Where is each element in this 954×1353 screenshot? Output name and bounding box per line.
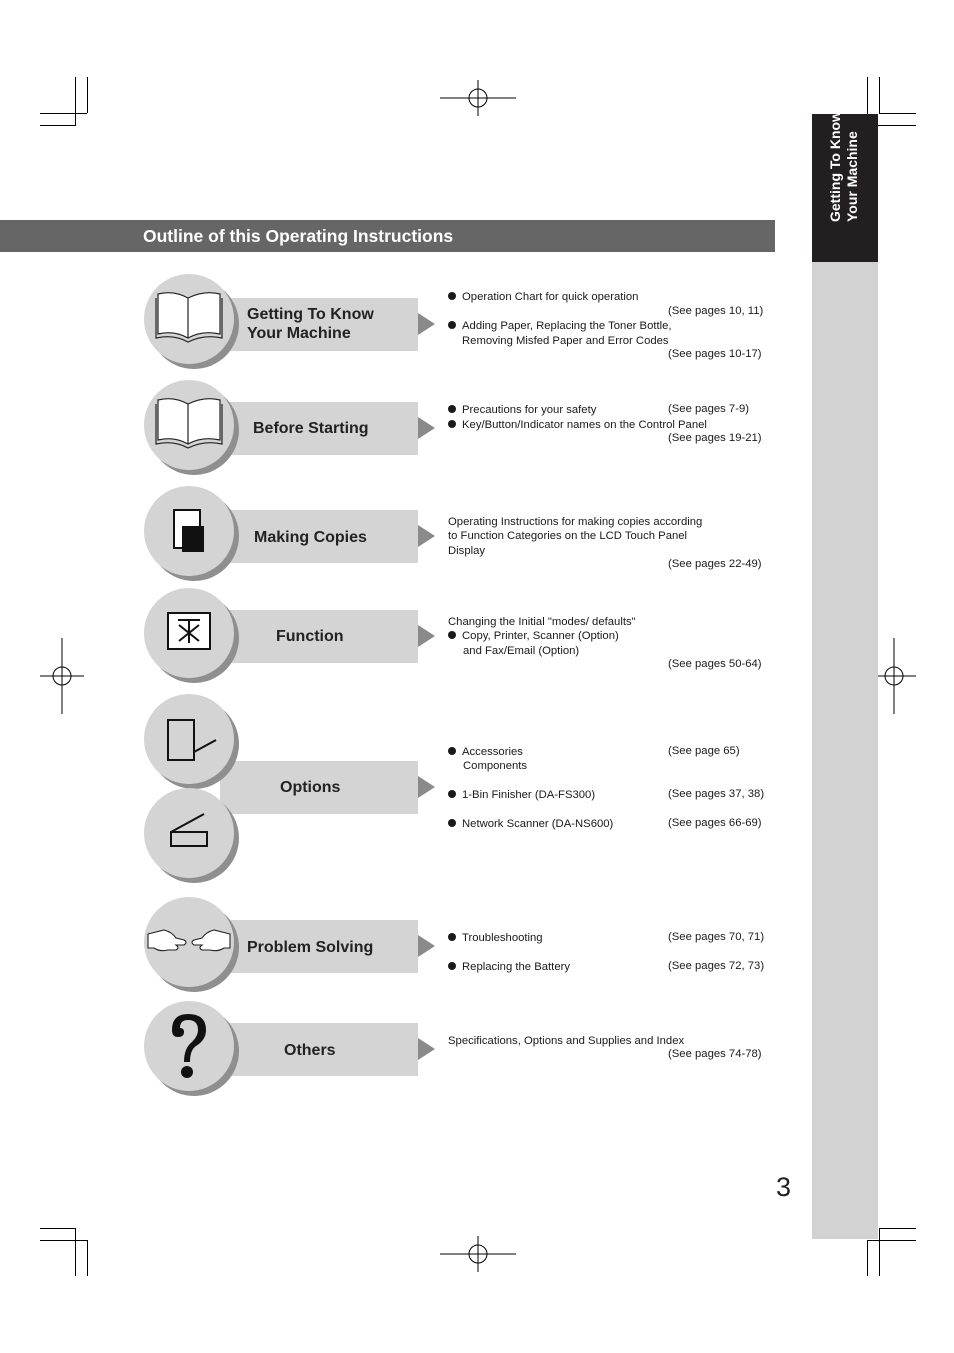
helping-hands-icon <box>146 924 232 958</box>
section-label: Making Copies <box>254 529 367 546</box>
page-reference: (See pages 72, 73) <box>668 960 765 972</box>
bullet-icon <box>448 631 456 639</box>
arrow-icon <box>418 417 435 439</box>
scanner-icon <box>166 810 212 852</box>
arrow-icon <box>418 776 435 798</box>
book-icon <box>152 394 226 450</box>
list-item: 1-Bin Finisher (DA-FS300) <box>448 788 595 803</box>
list-item: Adding Paper, Replacing the Toner Bottle, <box>448 319 672 334</box>
list-item: Operation Chart for quick operation <box>448 290 638 305</box>
section-title-bar <box>0 220 775 252</box>
list-item-continuation: Components <box>463 760 528 772</box>
page-reference: (See pages 7-9) <box>668 403 750 415</box>
intro-text: Changing the Initial "modes/ defaults" <box>448 616 636 628</box>
section-label: Function <box>276 628 344 645</box>
list-item: Copy, Printer, Scanner (Option) <box>448 629 619 644</box>
section-label: Problem Solving <box>247 939 374 956</box>
bullet-icon <box>448 819 456 827</box>
page-reference: (See pages 19-21) <box>668 432 762 444</box>
list-item-continuation: Removing Misfed Paper and Error Codes <box>462 335 669 347</box>
page-reference: (See pages 66-69) <box>668 817 762 829</box>
bullet-icon <box>448 933 456 941</box>
bullet-icon <box>448 962 456 970</box>
paragraph-line: Operating Instructions for making copies according <box>448 516 703 528</box>
book-icon <box>152 288 226 344</box>
registration-mark-left <box>40 638 84 714</box>
page-reference: (See pages 74-78) <box>668 1048 762 1060</box>
registration-mark-bottom <box>440 1236 516 1272</box>
page-number: 3 <box>776 1172 792 1202</box>
bullet-icon <box>448 747 456 755</box>
arrow-icon <box>418 625 435 647</box>
list-item: Network Scanner (DA-NS600) <box>448 817 613 832</box>
section-label: Getting To Know Your Machine <box>247 306 374 342</box>
finisher-icon <box>164 716 220 764</box>
section-label: Before Starting <box>253 420 369 437</box>
arrow-icon <box>418 525 435 547</box>
function-star-icon <box>166 611 212 651</box>
list-item-continuation: and Fax/Email (Option) <box>463 645 580 657</box>
page-reference: (See pages 10-17) <box>668 348 762 360</box>
page-title: Outline of this Operating Instructions <box>143 226 454 246</box>
page-reference: (See pages 22-49) <box>668 558 762 570</box>
page-reference: (See page 65) <box>668 745 740 757</box>
bullet-icon <box>448 405 456 413</box>
list-item: Precautions for your safety <box>448 403 596 418</box>
paragraph-line: to Function Categories on the LCD Touch Panel <box>448 530 688 542</box>
section-label: Others <box>284 1042 336 1059</box>
bullet-icon <box>448 420 456 428</box>
page-reference: (See pages 37, 38) <box>668 788 765 800</box>
bullet-icon <box>448 321 456 329</box>
list-item: Troubleshooting <box>448 931 543 946</box>
bullet-icon <box>448 292 456 300</box>
registration-mark-top <box>440 80 516 116</box>
chapter-tab-strip <box>812 262 878 1239</box>
page-reference: (See pages 70, 71) <box>668 931 765 943</box>
chapter-tab-label: Getting To Know Your Machine <box>827 111 860 222</box>
arrow-icon <box>418 935 435 957</box>
list-item: Key/Button/Indicator names on the Control Panel <box>448 418 707 433</box>
list-item: Accessories <box>448 745 523 760</box>
section-label: Options <box>280 779 341 796</box>
paragraph-line: Display <box>448 545 486 557</box>
bullet-icon <box>448 790 456 798</box>
arrow-icon <box>418 1038 435 1060</box>
page-reference: (See pages 10, 11) <box>668 305 764 317</box>
list-item: Replacing the Battery <box>448 960 570 975</box>
question-mark-icon <box>164 1010 212 1082</box>
paragraph-line: Specifications, Options and Supplies and Index <box>448 1035 685 1047</box>
copy-document-icon <box>170 508 206 554</box>
page-reference: (See pages 50-64) <box>668 658 762 670</box>
arrow-icon <box>418 313 435 335</box>
registration-mark-right <box>872 638 916 714</box>
